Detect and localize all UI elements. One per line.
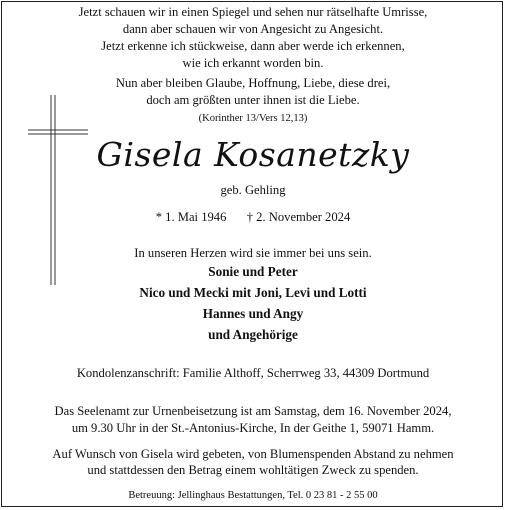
deceased-name: Gisela Kosanetzky: [96, 135, 410, 174]
verse-line: Nun aber bleiben Glaube, Hoffnung, Liebe, diese drei,: [115, 76, 391, 90]
mourner-name: Hannes und Angy: [202, 306, 304, 321]
verse-line: dann aber schauen wir von Angesicht zu Angesicht.: [122, 22, 384, 36]
verse-line: doch am größten unter ihnen ist die Liebe.: [146, 93, 360, 107]
birth-date: * 1. Mai 1946: [155, 210, 227, 224]
service-line: Das Seelenamt zur Urnenbeisetzung ist am Samstag, dem 16. November 2024,: [54, 404, 452, 418]
verse-line: Jetzt schauen wir in einen Spiegel und sehen nur rätselhafte Umrisse,: [78, 5, 428, 19]
service-line: um 9.30 Uhr in der St.-Antonius-Kirche, In der Geithe 1, 59071 Hamm.: [71, 421, 435, 435]
mourners-intro: In unseren Herzen wird sie immer bei uns sein.: [134, 246, 372, 260]
death-date: † 2. November 2024: [246, 210, 351, 224]
donation-line: und stattdessen den Betrag einem wohltätigen Zweck zu spenden.: [87, 463, 419, 477]
life-dates: [0, 210, 506, 225]
condolence-address: Kondolenzanschrift: Familie Althoff, Scherrweg 33, 44309 Dortmund: [76, 366, 430, 380]
mourner-name: Nico und Mecki mit Joni, Levi und Lotti: [139, 285, 367, 300]
birth-name: geb. Gehling: [220, 183, 286, 197]
mourner-name: Sonie und Peter: [208, 264, 298, 279]
verse-line: Jetzt erkenne ich stückweise, dann aber werde ich erkennen,: [101, 39, 405, 53]
mourner-name: und Angehörige: [208, 327, 298, 342]
verse-reference: (Korinther 13/Vers 12,13): [198, 113, 308, 124]
undertaker-info: Betreuung: Jellinghaus Bestattungen, Tel. 0 23 81 - 2 55 00: [128, 490, 378, 501]
donation-line: Auf Wunsch von Gisela wird gebeten, von Blumenspenden Abstand zu nehmen: [52, 447, 454, 461]
verse-line: wie ich erkannt worden bin.: [182, 56, 324, 70]
